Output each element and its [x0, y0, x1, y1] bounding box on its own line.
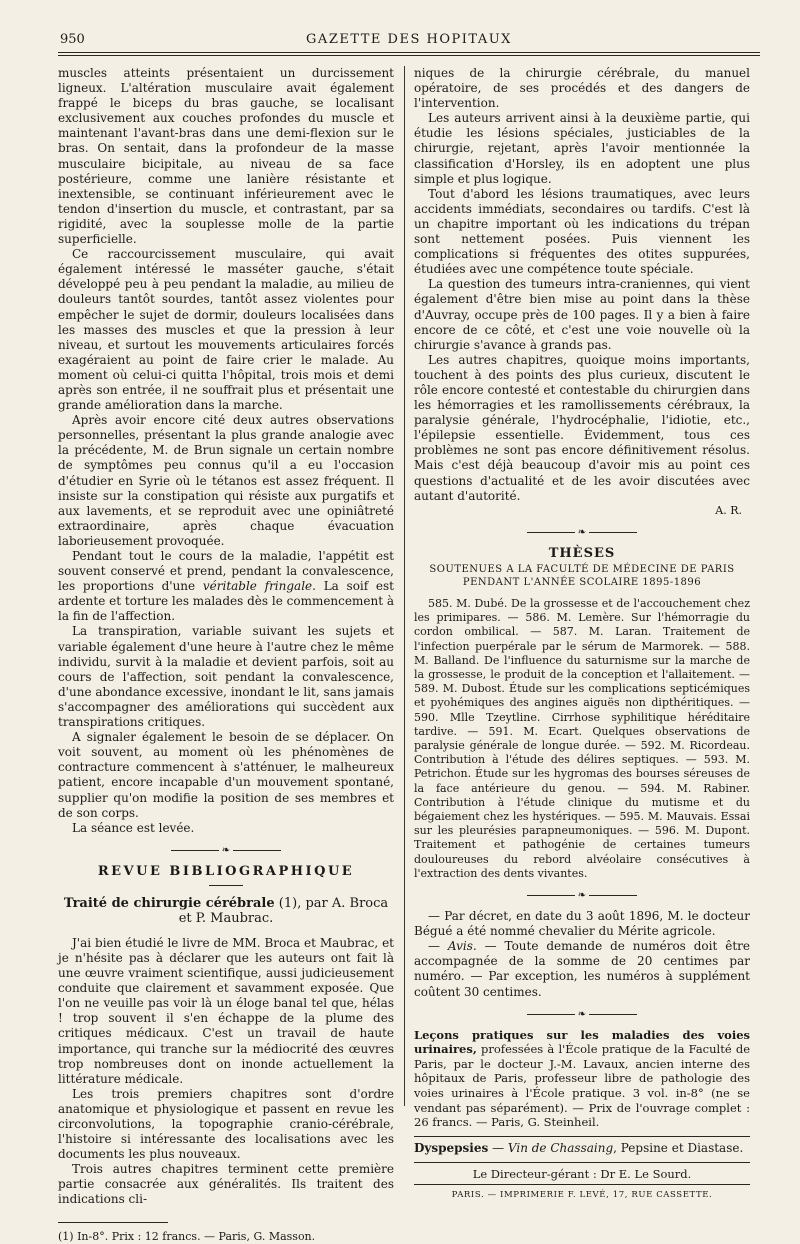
- paragraph: Ce raccourcissement musculaire, qui avait également intéressé le masséter gauche, s'était développé peu à peu pendant la maladie, au milieu de douleurs tantôt sourdes, tantôt assez violentes pour empêcher le sujet de dormir, douleurs localisées dans les masses des muscles et que la pression à leur niveau, et surtout les mouvements articulaires forcés exagéraient au point de faire crier le malade. Au moment où celui-ci quitta l'hôpital, trois mois et demi après son entrée, il ne souffrait plus et présentait une grande amélioration dans la marche.: [58, 247, 394, 413]
- theses-title: THÈSES: [548, 545, 616, 561]
- section-title: REVUE BIBLIOGRAPHIQUE: [97, 863, 355, 879]
- book-authors: par A. Broca: [305, 895, 389, 911]
- fleuron-divider: ❧: [58, 846, 394, 856]
- paragraph: Les autres chapitres, quoique moins importants, touchent à des points des plus curieux, discutent le rôle encore contesté et contestable du chirurgien dans les hémorragies et les ramollissements cérébraux, la paralysie générale, l'hydrocéphalie, l'idiotie, etc., l'épilepsie essentielle. Évidemment, tous ces problèmes ne sont pas encore définitivement résolus. Mais c'est déjà beaucoup d'avoir mis au point ces questions d'actualité et de les avoir discutées avec autant d'autorité.: [414, 352, 750, 503]
- director-line: Le Directeur-gérant : Dr E. Le Sourd.: [472, 1166, 692, 1181]
- paragraph: Les auteurs arrivent ainsi à la deuxième partie, qui étudie les lésions spéciales, justiciables de la chirurgie, rejetant, après l'avoir mentionnée la classification d'Horsley, ils en adoptent une plus simple et plus logique.: [414, 111, 750, 186]
- paragraph: La séance est levée.: [72, 820, 195, 835]
- paragraph: A signaler également le besoin de se déplacer. On voit souvent, au moment où les phénomènes de contracture commencent à s'atténuer, le malheureux patient, encore incapable d'un mouvement spontané, supplier qu'on modifie la position de ses membres et de son corps.: [58, 730, 394, 820]
- rule: [414, 1136, 750, 1137]
- paragraph: [58, 549, 394, 624]
- text: , Pepsine et Diastase.: [613, 1140, 744, 1155]
- text: . La soif est ardente et torture les malades dès le commencement à la fin de l'affection.: [58, 579, 394, 624]
- rule: [414, 1162, 750, 1163]
- text: —: [428, 939, 448, 954]
- short-rule: [209, 885, 243, 886]
- page-number: 950: [60, 32, 85, 47]
- left-column: [58, 66, 394, 1244]
- ad-product: Vin de Chassaing: [507, 1140, 614, 1155]
- book-authors-cont: et P. Maubrac.: [178, 910, 274, 926]
- fleuron-divider: ❧: [414, 1010, 750, 1020]
- theses-subtitle-line1: SOUTENUES A LA FACULTÉ DE MÉDECINE DE PARIS: [429, 564, 735, 576]
- theses-list: 585. M. Dubé. De la grossesse et de l'accouchement chez les primipares. — 586. M. Lemère. Sur l'hémorragie du cordon ombilical. — 587. M. Laran. Traitement de l'infection puerpérale par le sérum de Marmorek. — 588. M. Balland. De l'influence du saturnisme sur la marche de la grossesse, le produit de la conception et l'allaitement. — 589. M. Dubost. Étude sur les complications septicémiques et pyohémiques des angines aiguës non dipthéritiques. — 590. Mlle Tzeytline. Cirrhose syphilitique héréditaire tardive. — 591. M. Ecart. Quelques observations de paralysie générale de longue durée. — 592. M. Ricordeau. Contribution à l'étude des délires septiques. — 593. M. Petrichon. Étude sur les hygromas des bourses séreuses de la face antérieure du genou. — 594. M. Rabiner. Contribution à l'étude clinique du mutisme et du bégaiement chez les hystériques. — 595. M. Mauvais. Essai sur les pleurésies parapneumoniques. — 596. M. Dupont. Traitement et pathogénie de certaines tumeurs douloureuses du rebord alvéolaire consécutives à l'extraction des dents vivantes.: [414, 597, 750, 880]
- book-notice-text: professées à l'École pratique de la Faculté de Paris, par le docteur J.-M. Lavaux, ancien interne des hôpitaux de Paris, professeur libre de pathologie des voies urinaires à l'École pratique. 3 vol. in-8° (ne se vendant pas séparément). — Prix de l'ouvrage complet : 26 francs. — Paris, G. Steinheil.: [414, 1042, 750, 1130]
- paragraph: Tout d'abord les lésions traumatiques, avec leurs accidents immédiats, secondaires ou tardifs. C'est là un chapitre important où les indications du trépan sont nettement posées. Puis viennent les complications si fréquentes des otites suppurées, étudiées avec une compétence toute spéciale.: [414, 186, 750, 277]
- ad-keyword: Dyspepsies: [414, 1140, 489, 1155]
- imprint-line: PARIS. — IMPRIMERIE F. LEVÉ, 17, RUE CASSETTE.: [451, 1189, 713, 1200]
- text: —: [488, 1140, 508, 1155]
- footnote-ref: (1),: [274, 895, 306, 911]
- news-item: [414, 939, 750, 999]
- fleuron-divider: ❧: [414, 528, 750, 538]
- book-title: [58, 896, 394, 926]
- advertisement: [414, 1141, 750, 1156]
- page-header: [58, 30, 760, 58]
- right-column: [414, 66, 750, 1203]
- book-notice: [414, 1028, 750, 1130]
- paragraph: La transpiration, variable suivant les sujets et variable également d'une heure à l'autre chez le même individu, survit à la maladie et devient parfois, soit au cours de l'affection, soit pendant la convalescence, d'une abondance excessive, inondant le lit, sans jamais s'accompagner des améliorations qui succèdent aux transpirations critiques.: [58, 624, 394, 730]
- text: Pendant tout le cours de la maladie, l'appétit est souvent conservé et prend, pendant la convalescence, les proportions d'une: [58, 549, 394, 594]
- running-title: GAZETTE DES HOPITAUX: [306, 32, 512, 47]
- footnote-rule: [58, 1222, 168, 1223]
- text: — Toute demande de numéros doit être accompagnée de la somme de 20 centimes par numéro. — Par exception, les numéros à supplément coûtent 30 centimes.: [414, 939, 750, 999]
- book-notice-title: Leçons pratiques sur les maladies des voies urinaires,: [414, 1027, 750, 1057]
- book-title-main: Traité de chirurgie cérébrale: [63, 895, 275, 911]
- news-item: — Par décret, en date du 3 août 1896, M. le docteur Bégué a été nommé chevalier du Mérite agricole.: [414, 909, 750, 939]
- paragraph: niques de la chirurgie cérébrale, du manuel opératoire, de ses procédés et des dangers de l'intervention.: [414, 66, 750, 111]
- paragraph: Trois autres chapitres terminent cette première partie consacrée aux généralités. Ils traitent des indications cli-: [58, 1162, 394, 1207]
- column-divider: [404, 66, 405, 1106]
- emphasis: véritable fringale: [202, 579, 313, 594]
- theses-subtitle-line2: PENDANT L'ANNÉE SCOLAIRE 1895-1896: [462, 577, 702, 589]
- paragraph: Après avoir encore cité deux autres observations personnelles, présentant la plus grande analogie avec la précédente, M. de Brun signale un certain nombre de symptômes peu connus qu'il a eu l'occasion d'étudier en Syrie où le tétanos est assez fréquent. Il insiste sur la constipation qui résiste aux purgatifs et aux lavements, et se reproduit avec une opiniâtreté extraordinaire, après chaque évacuation laborieusement provoquée.: [58, 413, 394, 548]
- paragraph: J'ai bien étudié le livre de MM. Broca et Maubrac, et je n'hésite pas à déclarer que les auteurs ont fait là une œuvre vraiment scientifique, aussi judicieusement conduite que clairement et savamment exposée. Que l'on ne veuille pas voir là un éloge banal tel que, hélas ! trop souvent il s'en échappe de la plume des critiques médicaux. C'est un travail de haute importance, qui tranche sur la médiocrité des œuvres trop nombreuses dont on inonde actuellement la littérature médicale.: [58, 935, 394, 1086]
- paragraph: muscles atteints présentaient un durcissement ligneux. L'altération musculaire avait également frappé le biceps du bras gauche, se localisant exclusivement aux couches profondes du muscle et maintenant l'avant-bras dans une demi-flexion sur le bras. On sentait, dans la profondeur de la masse musculaire bicipitale, au niveau de sa face postérieure, comme une lanière résistante et inextensible, se continuant inférieurement avec le tendon d'insertion du muscle, et contrastant, par sa rigidité, avec la souplesse molle de la partie superficielle.: [58, 66, 394, 247]
- theses-subtitle: [414, 563, 750, 589]
- paragraph: La question des tumeurs intra-craniennes, qui vient également d'être bien mise au point dans la thèse d'Auvray, occupe près de 100 pages. Il y a bien à faire encore de ce côté, et c'est une voie nouvelle où la chirurgie s'avance à grands pas.: [414, 277, 750, 352]
- author-signature: A. R.: [715, 503, 742, 517]
- header-rule: [58, 52, 760, 56]
- paragraph: Les trois premiers chapitres sont d'ordre anatomique et physiologique et passent en revue les circonvolutions, la topographie cranio-cérébrale, l'histoire si intéressante des localisations avec les documents les plus nouveaux.: [58, 1086, 394, 1162]
- emphasis: Avis.: [447, 939, 477, 954]
- footnote: (1) In-8°. Prix : 12 francs. — Paris, G. Masson.: [58, 1229, 316, 1243]
- rule: [414, 1184, 750, 1185]
- fleuron-divider: ❧: [414, 891, 750, 901]
